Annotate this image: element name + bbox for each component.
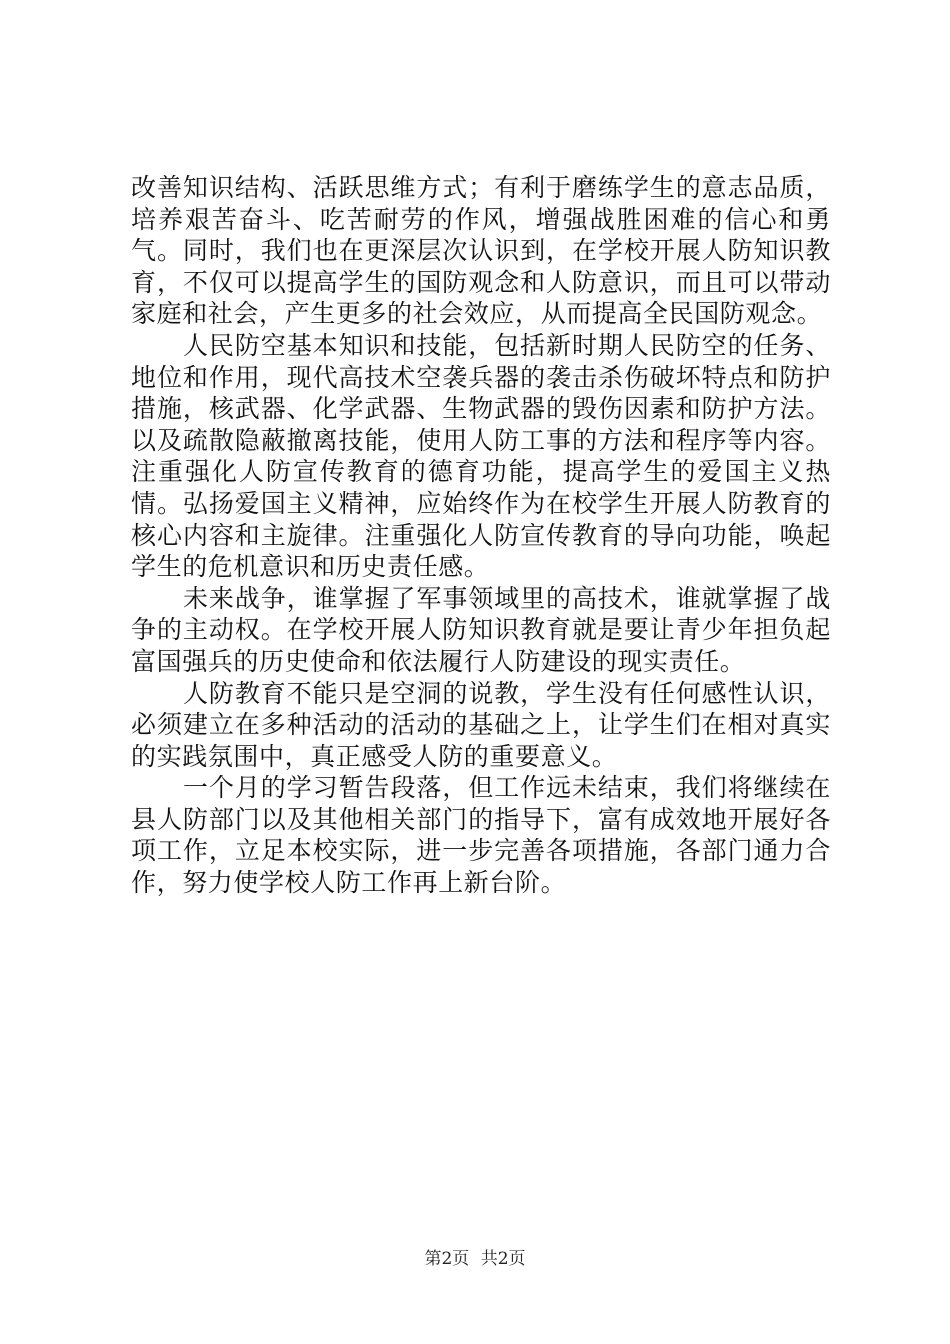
paragraph-1: 改善知识结构、活跃思维方式；有利于磨练学生的意志品质，培养艰苦奋斗、吃苦耐劳的作风，增强战胜困难的信心和勇气。同时，我们也在更深层次认识到，在学校开展人防知识教育，不仅可以提高学生的国防观念和人防意识，而且可以带动家庭和社会，产生更多的社会效应，从而提高全民国防观念。 — [131, 173, 831, 329]
document-body — [131, 172, 831, 899]
paragraph-2: 人民防空基本知识和技能，包括新时期人民防空的任务、地位和作用，现代高技术空袭兵器的袭击杀伤破坏特点和防护措施，核武器、化学武器、生物武器的毁伤因素和防护方法。以及疏散隐蔽撤离技能，使用人防工事的方法和程序等内容。注重强化人防宣传教育的德育功能，提高学生的爱国主义热情。弘扬爱国主义精神，应始终作为在校学生开展人防教育的核心内容和主旋律。注重强化人防宣传教育的导向功能，唤起学生的危机意识和历史责任感。 — [131, 330, 831, 582]
paragraph-5: 一个月的学习暂告段落，但工作远未结束，我们将继续在县人防部门以及其他相关部门的指导下，富有成效地开展好各项工作，立足本校实际，进一步完善各项措施，各部门通力合作，努力使学校人防工作再上新台阶。 — [131, 773, 831, 898]
page-number-current: 第2页 — [424, 1249, 470, 1269]
page-footer — [0, 1244, 950, 1269]
paragraph-3: 未来战争，谁掌握了军事领域里的高技术，谁就掌握了战争的主动权。在学校开展人防知识教育就是要让青少年担负起富国强兵的历史使命和依法履行人防建设的现实责任。 — [131, 583, 831, 676]
paragraph-4: 人防教育不能只是空洞的说教，学生没有任何感性认识，必须建立在多种活动的活动的基础之上，让学生们在相对真实的实践氛围中，真正感受人防的重要意义。 — [131, 678, 831, 771]
page-number-total: 共2页 — [480, 1249, 526, 1269]
